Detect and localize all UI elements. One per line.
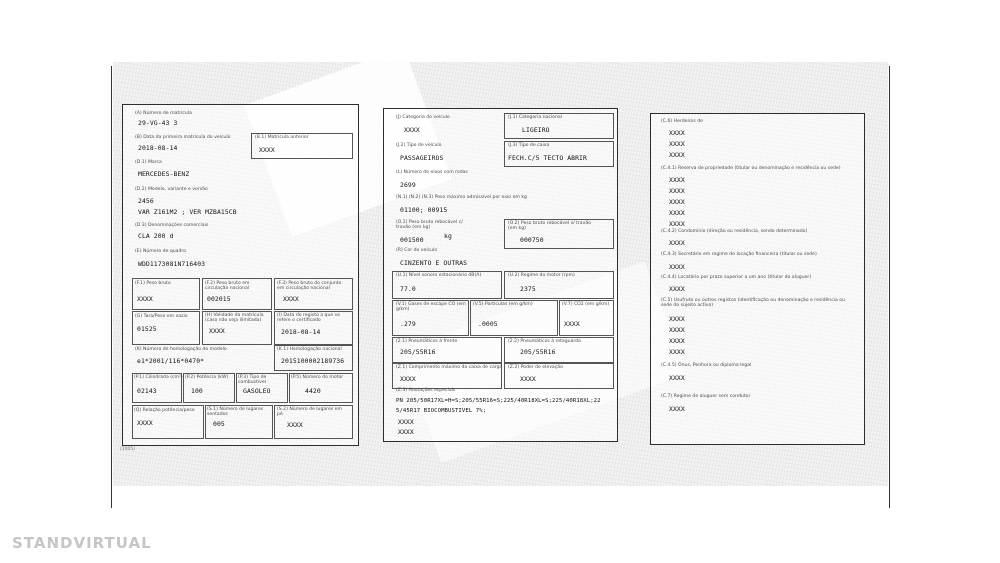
field-label: (F.1) Peso bruto <box>135 281 171 286</box>
field-label: (J.2) Tipo de veículo <box>396 143 442 148</box>
field-label: (P.2) Potência (kW) <box>185 375 229 380</box>
vehicle-type: PASSAGEIROS <box>400 154 444 162</box>
combination-weight: XXXX <box>283 295 299 303</box>
field-label: (C.6) Herdeiros de <box>661 119 703 124</box>
field-label: (K) Número de homologação do modelo <box>135 347 227 352</box>
reservation-value: XXXX <box>669 176 685 184</box>
register-date: 2018-08-14 <box>281 328 321 336</box>
gross-weight-national: 002015 <box>207 295 231 303</box>
registration-panel-left <box>122 104 359 446</box>
lifting-power: XXXX <box>520 375 536 383</box>
reservation-value: XXXX <box>669 198 685 206</box>
field-label: (S.1) Número de lugares sentados <box>207 407 264 417</box>
national-category: LIGEIRO <box>522 126 550 134</box>
document-footer-code: (1005) <box>120 447 135 452</box>
front-tyres: 205/55R16 <box>400 348 436 356</box>
field-label: (F.3) Peso bruto do conjunto em circulação nacional <box>277 281 342 291</box>
field-label: (D.3) Denominações comerciais <box>135 223 209 228</box>
leasing-value: XXXX <box>669 263 685 271</box>
usufruct-value: XXXX <box>669 326 685 334</box>
field-label: (B) Data da primeira matrícula do veículo <box>135 135 231 140</box>
vin: WDD1173081N716403 <box>138 260 206 268</box>
model-code: 2456 <box>138 197 154 205</box>
field-label: (C.4.1) Reserva de propriedade (titular ou denominação e residência ou sede) <box>661 166 841 171</box>
field-label: (U.1) Nível sonoro estacionário dB(A) <box>396 273 482 278</box>
condominium-value: XXXX <box>669 239 685 247</box>
towing-unit: kg <box>444 232 452 240</box>
displacement: 02143 <box>137 387 157 395</box>
field-label: (2.1) Pneumáticos à frente <box>396 339 458 344</box>
reservation-value: XXXX <box>669 220 685 228</box>
field-label: (C.4.4) Locatário por prazo superior a um ano (titular do aluguer) <box>661 275 812 280</box>
field-label: (G) Tara/Peso em vazio <box>135 314 188 319</box>
registration-panel-middle <box>383 108 618 442</box>
field-label: (V.1) Gases de escape CO (em g/km) <box>396 302 466 312</box>
field-label: (O.1) Peso bruto rebocável c/ travão (em kg) <box>396 220 463 230</box>
national-approval: 2015100002189736 <box>281 357 345 365</box>
field-label: (2.2) Pneumáticos à retaguarda <box>508 339 581 344</box>
registration-panel-right <box>650 113 865 445</box>
field-label: (A) Número de matrícula <box>135 111 192 116</box>
power-kw: 100 <box>191 387 203 395</box>
field-label: (C.7) Regime de aluguer sem condutor <box>661 394 751 399</box>
field-label: (P.3) Tipo de combustível <box>238 375 267 385</box>
field-label: (D.1) Marca <box>135 160 162 165</box>
field-label: (I) Data do registo a que se refere o certificado <box>277 313 340 323</box>
lien-value: XXXX <box>669 374 685 382</box>
axles-value: 2699 <box>400 181 416 189</box>
rental-value: XXXX <box>669 405 685 413</box>
engine-rpm: 2375 <box>520 285 536 293</box>
heirs-value: XXXX <box>669 140 685 148</box>
field-label: (K.1) Homologação nacional <box>277 347 342 352</box>
usufruct-value: XXXX <box>669 348 685 356</box>
particulates: .0005 <box>478 320 498 328</box>
field-label: (V.7) CO2 (em g/km) <box>562 302 610 307</box>
max-axle-weight: 01100; 00915 <box>400 206 448 214</box>
field-label: (L) Número de eixos com rodas <box>396 170 468 175</box>
field-label: (Q) Relação potência/peso <box>134 408 195 413</box>
previous-plate: XXXX <box>259 146 275 154</box>
field-label: (D.2) Modelo, variante e versão <box>135 187 208 192</box>
plate-number: 29-VG-43 3 <box>138 119 178 127</box>
vehicle-color: CINZENTO E OUTRAS <box>400 259 468 267</box>
field-label: (Z.2) Poder de elevação <box>508 365 563 370</box>
field-label: (V.5) Partículas (em g/km) <box>473 302 533 307</box>
scan-border-right <box>889 66 890 508</box>
tare-weight: 01525 <box>137 325 157 333</box>
field-label: (S.2) Número de lugares em pé <box>277 407 342 417</box>
field-label: (O.2) Peso bruto rebocável s/ travão (em kg) <box>508 221 591 231</box>
standing-places: XXXX <box>287 421 303 429</box>
field-label: (U.2) Regime do motor (rpm) <box>508 273 575 278</box>
first-registration-date: 2018-08-14 <box>138 144 178 152</box>
field-label: (P.1) Cilindrada (cm³) <box>134 375 183 380</box>
braked-towing-weight: 001500 <box>400 236 424 244</box>
special-notes-line: 5/45R17 BIOCOMBUSTIVEL 7%; <box>396 408 487 414</box>
scan-border-left <box>111 66 112 508</box>
make: MERCEDES-BENZ <box>138 170 190 178</box>
usufruct-value: XXXX <box>669 315 685 323</box>
seats: 005 <box>213 420 225 428</box>
field-label: (E) Número de quadro <box>135 249 187 254</box>
power-weight-ratio: XXXX <box>137 419 153 427</box>
field-label: (F.2) Peso bruto em circulação nacional <box>205 281 250 291</box>
field-label: (Z.1) Comprimento máximo da caixa de carga <box>396 365 503 370</box>
field-label: (R) Cor do veículo <box>396 248 438 253</box>
cargo-length: XXXX <box>400 375 416 383</box>
watermark: STANDVIRTUAL <box>12 534 152 552</box>
reservation-value: XXXX <box>669 187 685 195</box>
lessee-value: XXXX <box>669 285 685 293</box>
field-label: (Z.3) Anotações especiais <box>396 388 456 393</box>
plate-validity: XXXX <box>209 327 225 335</box>
special-notes-line: XXXX <box>398 418 414 426</box>
field-label: (C.4.2) Condomínio (direção ou residência, sendo determinado) <box>661 229 808 234</box>
field-label: (B.1) Matrícula anterior <box>255 135 309 140</box>
unbraked-towing-weight: 000750 <box>520 236 544 244</box>
field-label: (J.3) Tipo de caixa <box>508 143 550 148</box>
field-label: (N.1) (N.2) (N.3) Peso máximo admissível por eixo em kg <box>396 195 527 200</box>
field-label: (P.5) Número do motor <box>291 375 344 380</box>
reservation-value: XXXX <box>669 209 685 217</box>
commercial-name: CLA 200 d <box>138 232 174 240</box>
usufruct-value: XXXX <box>669 337 685 345</box>
gross-weight: XXXX <box>137 295 153 303</box>
field-label: (J.1) Categoria nacional <box>508 115 562 120</box>
sound-level: 77.0 <box>400 285 416 293</box>
rear-tyres: 205/55R16 <box>520 348 556 356</box>
fuel-type: GASOLEO <box>243 387 271 395</box>
special-notes-line: XXXX <box>398 428 414 436</box>
engine-number: 4420 <box>305 387 321 395</box>
co-emissions: .279 <box>400 320 416 328</box>
co2-emissions: XXXX <box>564 320 580 328</box>
model-variant: VAR Z161M2 ; VER MZBA15CB <box>138 208 237 216</box>
body-type: FECH.C/5 TECTO ABRIR <box>508 154 587 162</box>
vehicle-category: XXXX <box>404 126 420 134</box>
field-label: (C.5) Usufruto ou outros registos (identificação ou denominação e residência ou sede do sujeito activo) <box>661 298 846 308</box>
field-label: (H) Validade da matrícula (caso não seja ilimitada) <box>205 313 264 323</box>
special-notes-line: PN 205/50R17XL=H=S;205/55R16=S;225/40R18XL=S;225/40R18XL;22 <box>396 398 601 404</box>
type-approval-number: e1*2001/116*0470* <box>137 357 205 365</box>
field-label: (J) Categoria do veículo <box>396 115 450 120</box>
heirs-value: XXXX <box>669 151 685 159</box>
field-label: (C.4.3) Secretário em regime de locação financeira (titular ou sede) <box>661 252 817 257</box>
field-label: (C.4.5) Ónus, Penhora ou diploma legal <box>661 363 752 368</box>
heirs-value: XXXX <box>669 129 685 137</box>
